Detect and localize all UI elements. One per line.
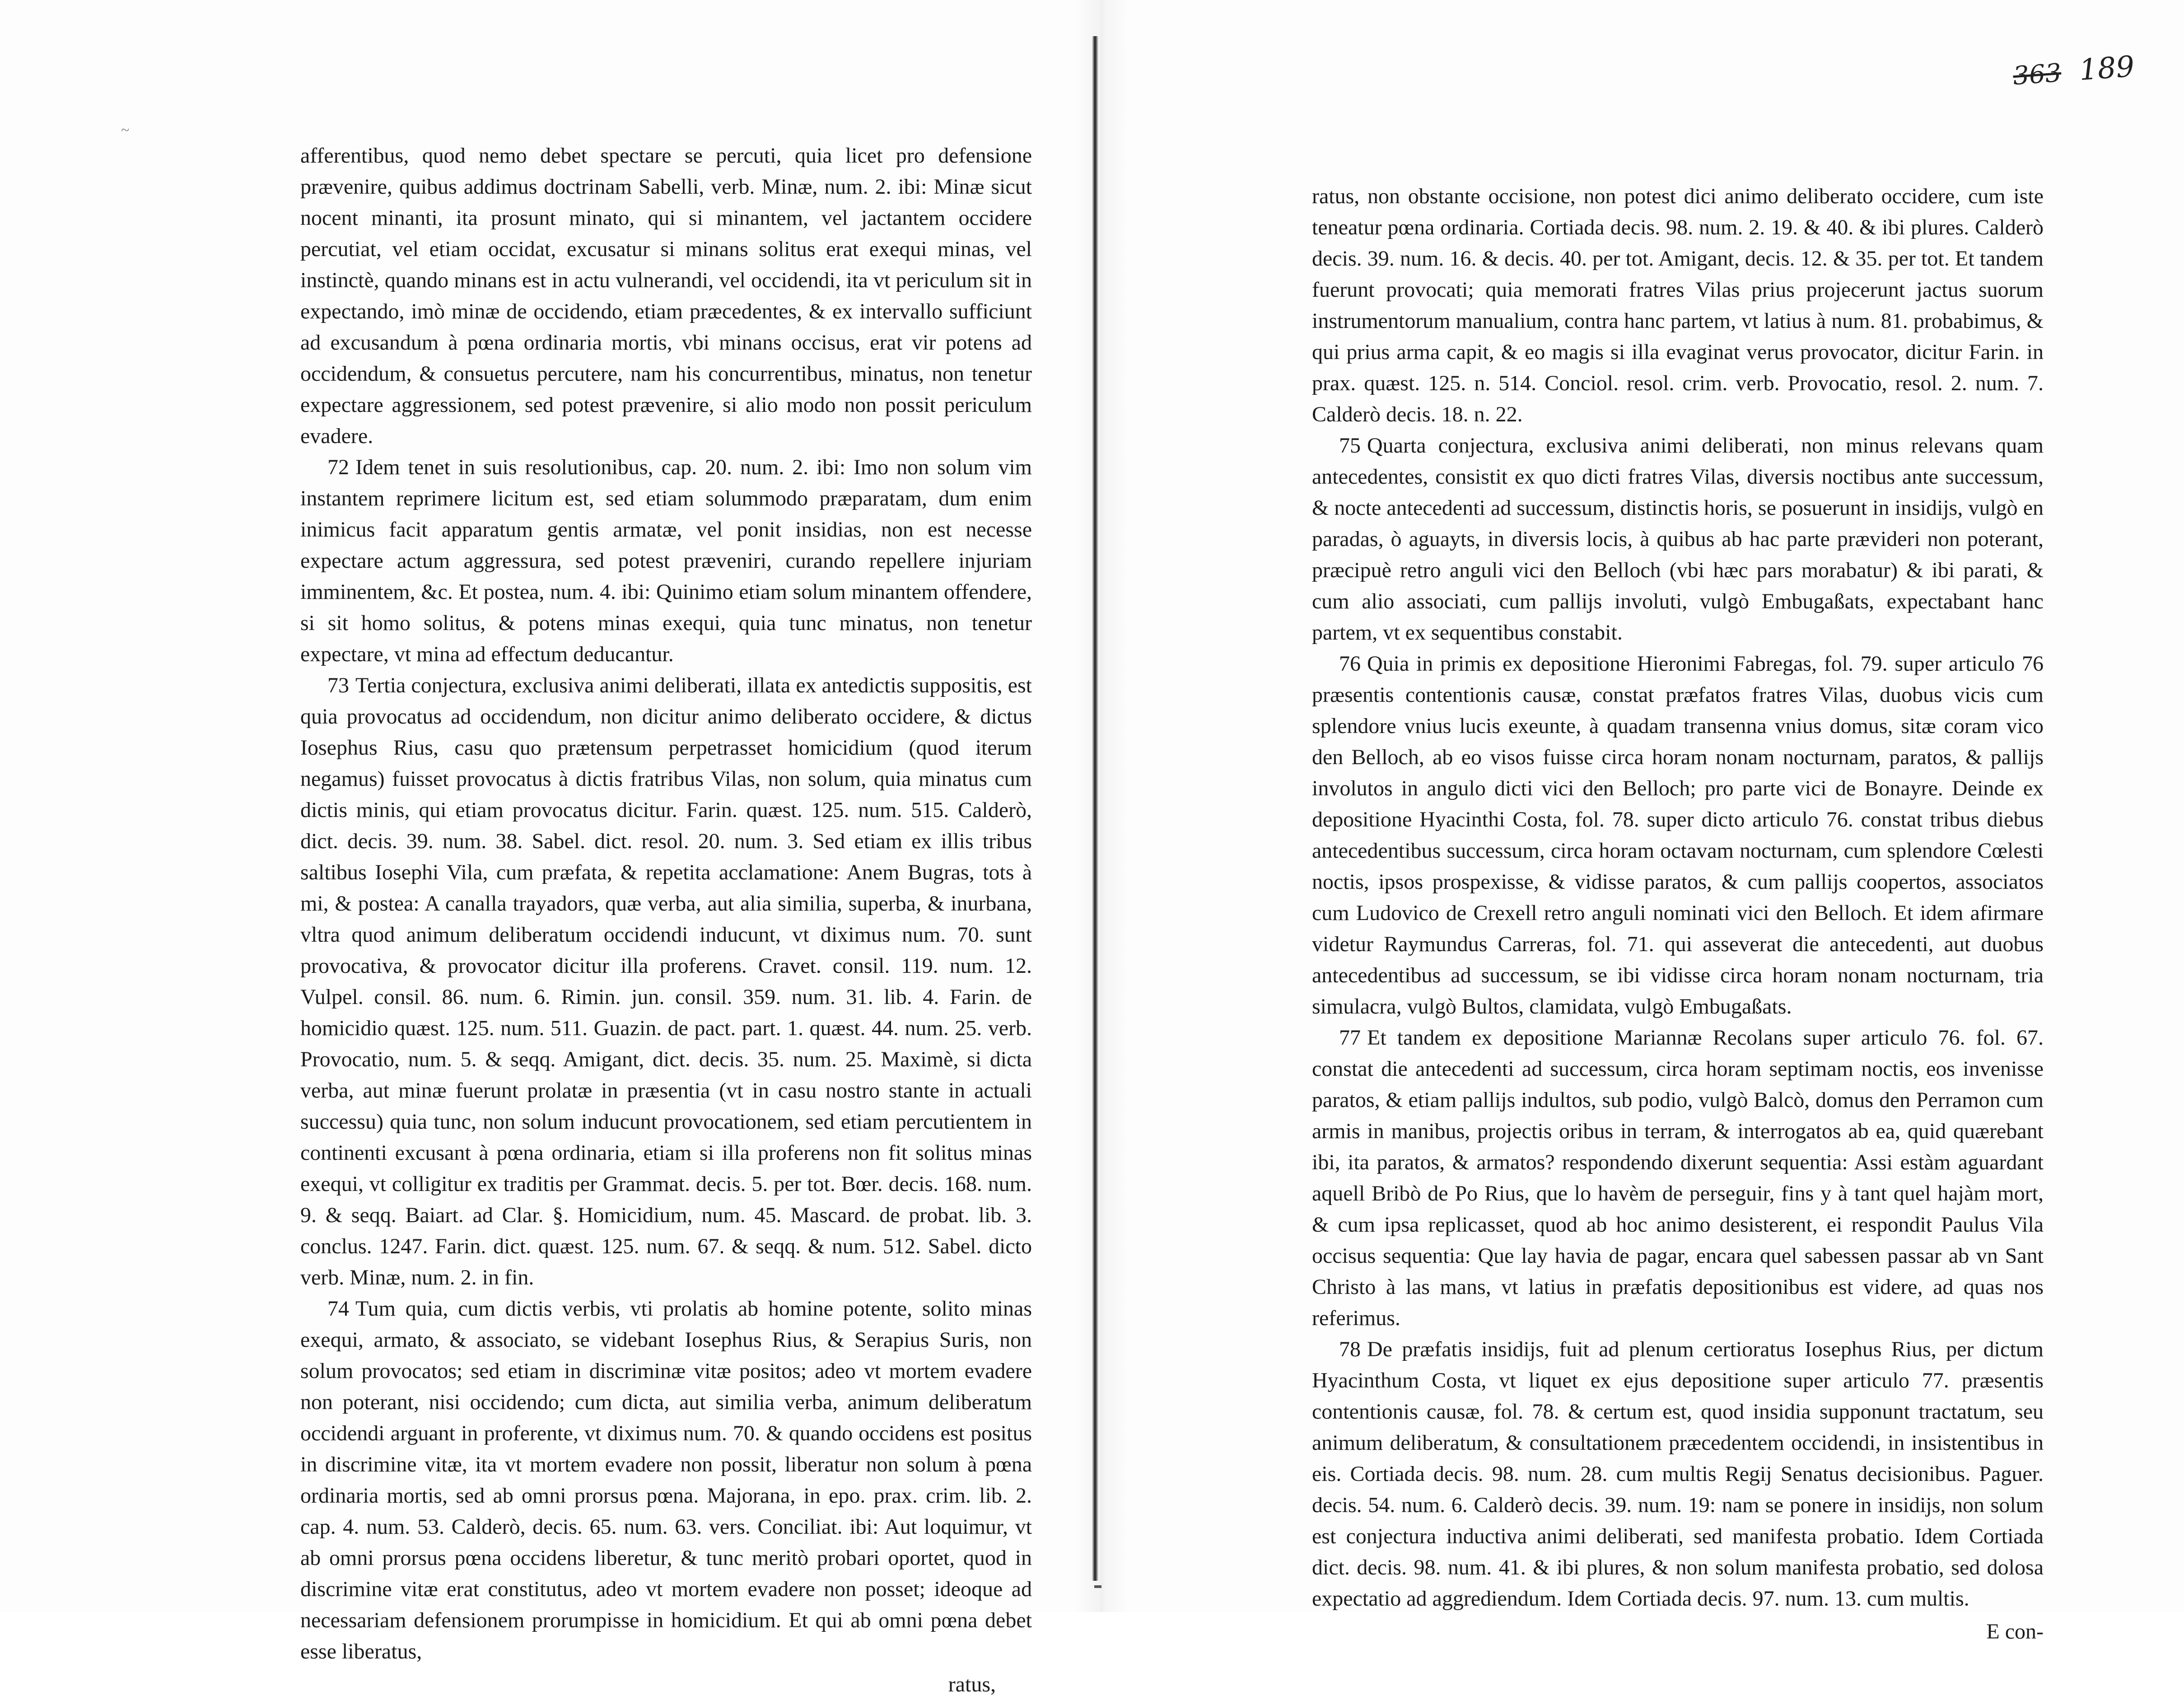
margin-mark: ~ (121, 122, 130, 139)
catchword: E con- (1986, 1620, 2044, 1644)
right-paragraph (1312, 1334, 2044, 1614)
left-paragraph (300, 140, 1032, 452)
paragraph-number: 75 (1339, 434, 1361, 458)
gutter-bottom-mark (1094, 1585, 1101, 1588)
book-gutter (1092, 36, 1098, 1581)
paragraph-text: afferentibus, quod nemo debet spectare se percuti, quia licet pro defensione prævenire, quibus addimus doctrinam Sabelli, verb. Minæ, num. 2. ibi: Minæ sicut nocent minanti, ita prosunt minato, qui si minantem, vel jactantem occidere percutiat, vel etiam occidat, excusatur si minans solitus erat exequi minas, vel instinctè, quando minans est in actu vulnerandi, vel occidendi, ita vt periculum sit in expectando, imò minæ de occidendo, etiam præcedentes, & ex intervallo sufficiunt ad excusandum à pœna ordinaria mortis, vbi minans occisus, erat vir potens ad occidendum, & consuetus percutere, nam his concurrentibus, minatus, non tenetur expectare aggressionem, sed potest prævenire, si alio modo non possit periculum evadere. (300, 144, 1032, 448)
paragraph-number: 77 (1339, 1026, 1361, 1050)
paragraph-number: 76 (1339, 652, 1361, 676)
left-paragraph (300, 452, 1032, 670)
left-paragraph (300, 1293, 1032, 1667)
left-paragraph (300, 670, 1032, 1293)
right-paragraph (1312, 648, 2044, 1022)
right-paragraph (1312, 1022, 2044, 1334)
folio-struck-number: 363 (2011, 58, 2063, 91)
paragraph-text: Tertia conjectura, exclusiva animi deliberati, illata ex antedictis suppositis, est quia provocatus ad occidendum, non dicitur animo deliberato occidere, & dictus Iosephus Rius, casu quo prætensum perpetrasset homicidium (quod iterum negamus) fuisset provocatus à dictis fratribus Vilas, non solum, quia minatus cum dictis minis, qui etiam provocatus dicitur. Farin. quæst. 125. num. 515. Calderò, dict. decis. 39. num. 38. Sabel. dict. resol. 20. num. 3. Sed etiam ex illis tribus saltibus Iosephi Vila, cum præfata, & repetita acclamatione: Anem Bugras, tots à mi, & postea: A canalla trayadors, quæ verba, aut alia similia, superba, & inurbana, vltra quod animum deliberatum occidendi inducunt, vt diximus num. 70. sunt provocativa, & provocator dicitur illa proferens. Cravet. consil. 119. num. 12. Vulpel. consil. 86. num. 6. Rimin. jun. consil. 359. num. 31. lib. 4. Farin. de homicidio quæst. 125. num. 511. Guazin. de pact. part. 1. quæst. 44. num. 25. verb. Provocatio, num. 5. & seqq. Amigant, dict. decis. 35. num. 25. Maximè, si dicta verba, aut minæ fuerunt prolatæ in præsentia (vt in casu nostro stante in actuali successu) quia tunc, non solum inducunt provocationem, sed etiam percutientem in continenti excusant à pœna ordinaria, etiam si illa proferens non fit solitus minas exequi, vt colligitur ex traditis per Grammat. decis. 5. per tot. Bœr. decis. 168. num. 9. & seqq. Baiart. ad Clar. §. Homicidium, num. 45. Mascard. de probat. lib. 3. conclus. 1247. Farin. dict. quæst. 125. num. 67. & seqq. & num. 512. Sabel. dicto verb. Minæ, num. 2. in fin. (300, 673, 1032, 1289)
right-paragraph (1312, 430, 2044, 648)
paragraph-text: Et tandem ex depositione Mariannæ Recolans super articulo 76. fol. 67. constat die antecedenti ad successum, circa horam septimam noctis, eos invenisse paratos, & etiam pallijs indultos, sub podio, vulgò Balcò, domus den Perramon cum armis in manibus, projectis oribus in terram, & interrogatos ab ea, quid quærebant ibi, ita paratos, & armatos? respondendo dixerunt sequentia: Assi estàm aguardant aquell Bribò de Po Rius, que lo havèm de perseguir, fins y à tant quel hajàm mort, & cum ipsa replicasset, quod ab hoc animo desisterent, ei respondit Paulus Vila occisus sequentia: Que lay havia de pagar, encara quel sabessen passar ab vn Sant Christo à las mans, vt latius in præfatis depositionibus est videre, ad quas nos referimus. (1312, 1026, 2044, 1330)
folio-number (2011, 50, 2135, 92)
folio-current-number: 189 (2078, 50, 2136, 88)
paragraph-text: De præfatis insidijs, fuit ad plenum certioratus Iosephus Rius, per dictum Hyacinthum Costa, vt liquet ex ejus depositione super articulo 77. præsentis contentionis causæ, fol. 78. & certum est, quod insidia supponunt tractatum, seu animum deliberatum, & consultationem præcedentem occidendi, in insistentibus in eis. Cortiada decis. 98. num. 28. cum multis Regij Senatus decisionibus. Paguer. decis. 54. num. 6. Calderò decis. 39. num. 19: nam se ponere in insidijs, non solum est conjectura inductiva animi deliberati, sed manifesta probatio. Idem Cortiada dict. decis. 98. num. 41. & ibi plures, & non solum manifesta probatio, sed dolosa expectatio ad aggrediendum. Idem Cortiada decis. 97. num. 13. cum multis. (1312, 1337, 2044, 1611)
paragraph-text: Idem tenet in suis resolutionibus, cap. 20. num. 2. ibi: Imo non solum vim instantem reprimere licitum est, sed etiam solummodo præparatam, dum enim inimicus facit apparatum gentis armatæ, vel ponit insidias, non est necesse expectare actum aggressura, sed potest præveniri, curando repellere injuriam imminentem, &c. Et postea, num. 4. ibi: Quinimo etiam solum minantem offendere, si sit homo solitus, & potens minas exequi, quia tunc minatus, non tenetur expectare, vt mina ad effectum deducantur. (300, 455, 1032, 666)
paragraph-text: Quarta conjectura, exclusiva animi deliberati, non minus relevans quam antecedentes, consistit ex quo dicti fratres Vilas, diversis noctibus ante successum, & nocte antecedenti ad successum, distinctis horis, se posuerunt in insidijs, vulgò en paradas, ò aguayts, in diversis locis, à quibus ab hac parte prævideri non poterant, præcipuè retro anguli vici den Belloch (vbi hæc pars morabatur) & ibi parati, & cum alio associati, cum pallijs involuti, vulgò Embugaßats, expectabant hanc partem, vt ex sequentibus constabit. (1312, 434, 2044, 645)
paragraph-number: 74 (327, 1297, 349, 1321)
paragraph-text: Quia in primis ex depositione Hieronimi Fabregas, fol. 79. super articulo 76 præsentis contentionis causæ, constat præfatos fratres Vilas, duobus vicis cum splendore vnius lucis exeunte, à quadam transenna vnius domus, sitæ coram vico den Belloch, ab eo visos fuisse circa horam nonam nocturnam, paratos, & pallijs involutos in angulo dicti vici den Belloch; pro parte vici de Bonayre. Deinde ex depositione Hyacinthi Costa, fol. 78. super dicto articulo 76. constat tribus diebus antecedentibus successum, circa horam octavam nocturnam, cum splendore Cœlesti noctis, ipsos prospexisse, & vidisse paratos, & cum pallijs coopertos, associatos cum Ludovico de Crexell retro anguli nominati vici den Belloch. Et idem afirmare videtur Raymundus Carreras, fol. 71. qui asseverat die antecedenti, aut duobus antecedentibus ad successum, se ibi vidisse circa horam nonam nocturnam, tria simulacra, vulgò Bultos, clamidata, vulgò Embugaßats. (1312, 652, 2044, 1018)
gutter-shadow (1075, 0, 1129, 1612)
left-page (300, 140, 1032, 1700)
catchword: ratus, (948, 1672, 996, 1696)
right-page (1312, 181, 2044, 1647)
paragraph-text: ratus, non obstante occisione, non potest dici animo deliberato occidere, cum iste teneatur pœna ordinaria. Cortiada decis. 98. num. 2. 19. & 40. & ibi plures. Calderò decis. 39. num. 16. & decis. 40. per tot. Amigant, decis. 12. & 35. per tot. Et tandem fuerunt provocati; quia memorati fratres Vilas prius projecerunt jactus suorum instrumentorum manualium, contra hanc partem, vt latius à num. 81. probabimus, & qui prius arma capit, & eo magis si illa evaginat verus provocator, dicitur Farin. in prax. quæst. 125. n. 514. Conciol. resol. crim. verb. Provocatio, resol. 2. num. 7. Calderò decis. 18. n. 22. (1312, 184, 2044, 426)
paragraph-number: 78 (1339, 1337, 1361, 1361)
paragraph-text: Tum quia, cum dictis verbis, vti prolatis ab homine potente, solito minas exequi, armato, & associato, se videbant Iosephus Rius, & Serapius Suris, non solum provocatos; sed etiam in discriminæ vitæ positos; adeo vt mortem evadere non poterant, nisi occidendo; cum dicta, aut similia verba, animum deliberatum occidendi arguant in proferente, vt diximus num. 70. & quando occidens est positus in discrimine vitæ, ita vt mortem evadere non possit, liberatur non solum à pœna ordinaria mortis, sed ab omni prorsus pœna. Majorana, in epo. prax. crim. lib. 2. cap. 4. num. 53. Calderò, decis. 65. num. 63. vers. Conciliat. ibi: Aut loquimur, vt ab omni prorsus pœna occidens liberetur, & tunc meritò probari oportet, quod in discrimine vitæ erat constitutus, adeo vt mortem evadere non posset; ideoque ad necessariam defensionem prorumpisse in homicidium. Et qui ab omni pœna debet esse liberatus, (300, 1297, 1032, 1663)
paragraph-number: 73 (327, 673, 349, 697)
paragraph-number: 72 (327, 455, 349, 479)
right-paragraph (1312, 181, 2044, 430)
